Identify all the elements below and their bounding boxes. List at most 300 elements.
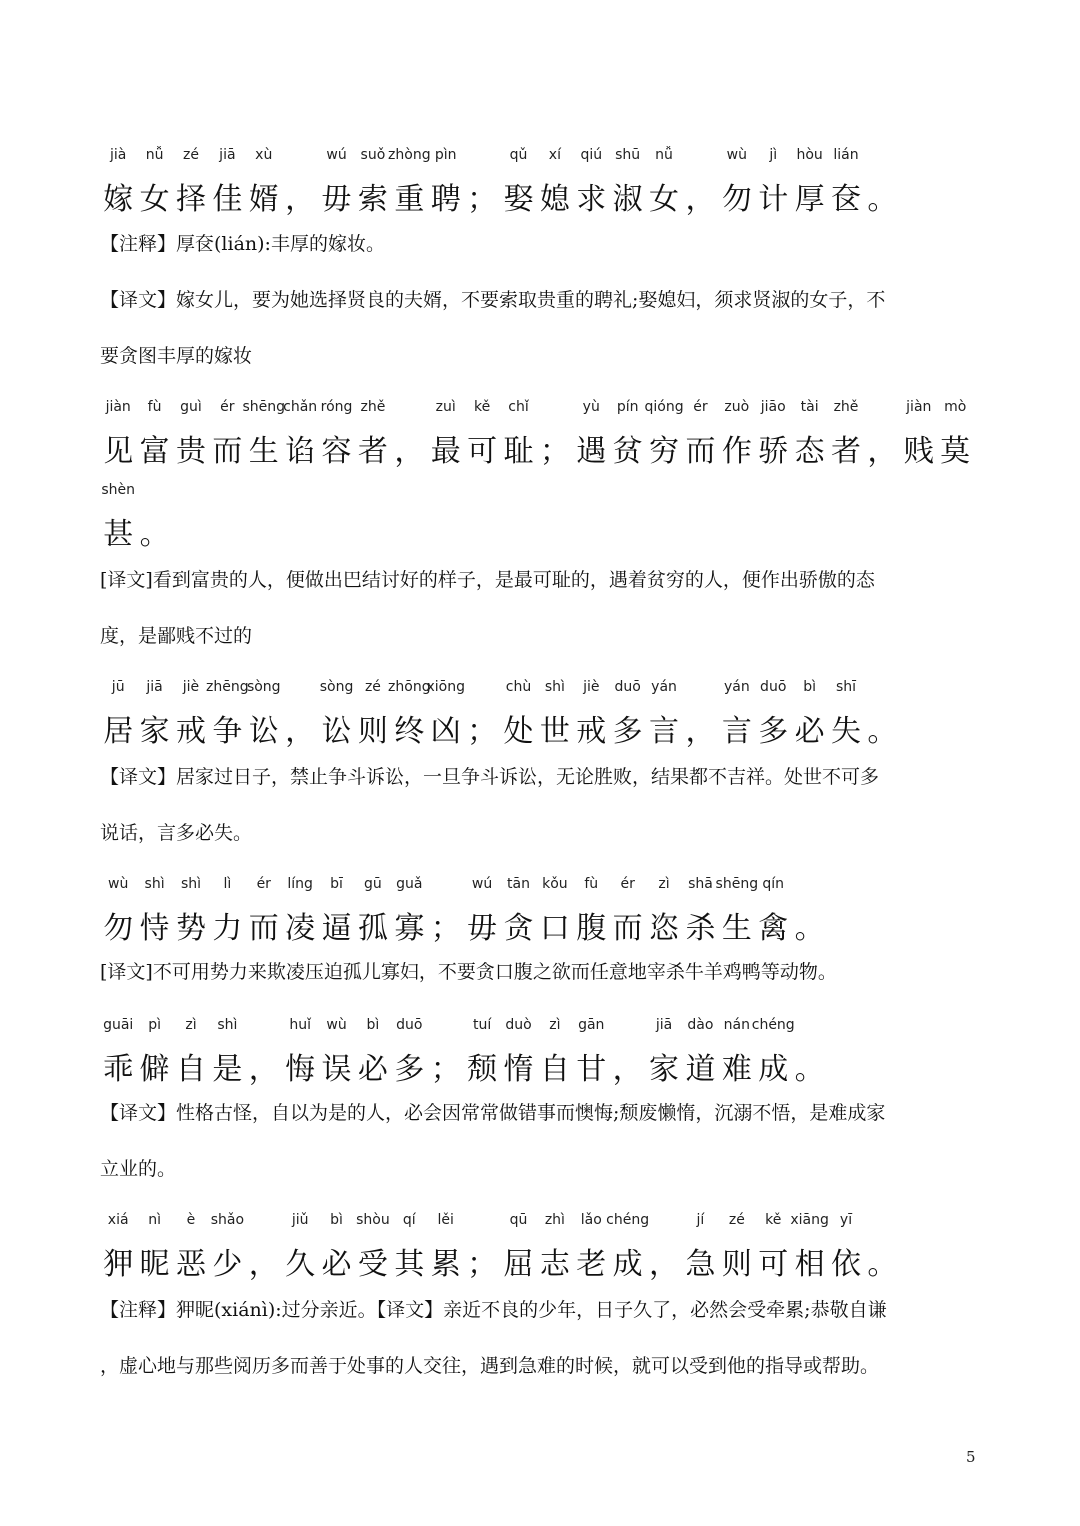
verse-5 bbox=[100, 1016, 990, 1090]
hanzi: 戒 bbox=[576, 714, 607, 749]
hanzi: 容 bbox=[321, 434, 352, 469]
hanzi: 腹 bbox=[576, 911, 607, 946]
hanzi: 累 bbox=[430, 1247, 461, 1282]
pinyin: è bbox=[186, 1212, 196, 1228]
hanzi-cell bbox=[791, 678, 827, 752]
hanzi: 是 bbox=[212, 1052, 243, 1087]
hanzi: 屈 bbox=[503, 1247, 534, 1282]
hanzi: 毋 bbox=[321, 182, 352, 217]
hanzi-cell bbox=[719, 398, 755, 472]
hanzi: 争 bbox=[212, 714, 243, 749]
pinyin: chǐ bbox=[508, 399, 529, 415]
hanzi-cell bbox=[282, 875, 318, 949]
hanzi-cell bbox=[682, 1211, 718, 1285]
translation-1b: 要贪图丰厚的嫁妆 bbox=[100, 345, 253, 367]
hanzi: 言 bbox=[721, 714, 752, 749]
pinyin: zhōng bbox=[388, 679, 431, 695]
pinyin: pín bbox=[616, 399, 639, 415]
hanzi-cell bbox=[646, 678, 682, 752]
pinyin: ér bbox=[693, 399, 708, 415]
pinyin: shì bbox=[544, 679, 565, 695]
hanzi: 受 bbox=[357, 1247, 388, 1282]
pinyin: tuí bbox=[472, 1017, 492, 1033]
verse-4 bbox=[100, 875, 990, 949]
pinyin: kǒu bbox=[542, 876, 568, 892]
hanzi: 逼 bbox=[321, 911, 352, 946]
hanzi: 讼 bbox=[321, 714, 352, 749]
hanzi-cell bbox=[209, 1016, 245, 1090]
pinyin: kě bbox=[473, 399, 491, 415]
hanzi-cell bbox=[573, 1211, 609, 1285]
pinyin: bì bbox=[803, 679, 816, 695]
pinyin: qióng bbox=[644, 399, 684, 415]
pinyin: qū bbox=[509, 1212, 528, 1228]
hanzi-cell bbox=[173, 146, 209, 220]
pinyin: tài bbox=[800, 399, 819, 415]
pinyin: jì bbox=[769, 147, 778, 163]
hanzi: 女 bbox=[139, 182, 170, 217]
pinyin: guǎ bbox=[396, 876, 423, 892]
hanzi: 处 bbox=[503, 714, 534, 749]
hanzi-cell bbox=[646, 146, 682, 220]
hanzi: 而 bbox=[248, 911, 279, 946]
pinyin: xiāng bbox=[790, 1212, 829, 1228]
hanzi: 少 bbox=[212, 1247, 243, 1282]
pinyin: yán bbox=[723, 679, 750, 695]
punctuation: ， bbox=[248, 1247, 279, 1282]
hanzi: 见 bbox=[103, 434, 134, 469]
hanzi: 勿 bbox=[721, 182, 752, 217]
punctuation: ； bbox=[430, 911, 461, 946]
hanzi-cell bbox=[318, 875, 354, 949]
hanzi-cell bbox=[828, 678, 864, 752]
punctuation: ； bbox=[539, 434, 570, 469]
punctuation-cell bbox=[791, 875, 827, 949]
hanzi-cell bbox=[246, 875, 282, 949]
translation-4: [译文]不可用势力来欺凌压迫孤儿寡妇，不要贪口腹之欲而任意地宰杀牛羊鸡鸭等动物。 bbox=[100, 961, 837, 983]
punctuation-cell bbox=[464, 146, 500, 220]
punctuation-cell bbox=[428, 875, 464, 949]
pinyin: zuì bbox=[435, 399, 456, 415]
hanzi-cell bbox=[828, 1211, 864, 1285]
punctuation: ， bbox=[394, 434, 425, 469]
pinyin: jiàn bbox=[105, 399, 131, 415]
hanzi: 生 bbox=[721, 911, 752, 946]
hanzi-cell bbox=[751, 1016, 795, 1090]
hanzi-cell bbox=[537, 1016, 573, 1090]
hanzi: 乖 bbox=[103, 1052, 134, 1087]
pinyin: jiàn bbox=[906, 399, 932, 415]
hanzi: 甚 bbox=[103, 517, 134, 552]
hanzi: 老 bbox=[576, 1247, 607, 1282]
pinyin: ér bbox=[220, 399, 235, 415]
hanzi-cell bbox=[173, 875, 209, 949]
hanzi-cell bbox=[209, 875, 245, 949]
hanzi-cell bbox=[246, 146, 282, 220]
pinyin: zhēng bbox=[206, 679, 249, 695]
pinyin: zuò bbox=[724, 399, 750, 415]
hanzi-cell bbox=[136, 678, 172, 752]
hanzi: 势 bbox=[175, 911, 206, 946]
hanzi-cell bbox=[428, 146, 464, 220]
hanzi: 僻 bbox=[139, 1052, 170, 1087]
hanzi-cell bbox=[318, 678, 354, 752]
hanzi: 者 bbox=[357, 434, 388, 469]
pinyin: róng bbox=[320, 399, 353, 415]
pinyin: nán bbox=[723, 1017, 750, 1033]
punctuation-cell bbox=[864, 1211, 900, 1285]
pinyin: chéng bbox=[606, 1212, 650, 1228]
punctuation: ， bbox=[867, 434, 898, 469]
pinyin: dào bbox=[687, 1017, 714, 1033]
pinyin: duō bbox=[614, 679, 641, 695]
pinyin: shēng bbox=[715, 876, 759, 892]
hanzi: 家 bbox=[139, 714, 170, 749]
hanzi-cell bbox=[428, 1211, 464, 1285]
hanzi-cell bbox=[173, 678, 209, 752]
hanzi: 而 bbox=[685, 434, 716, 469]
pinyin: zì bbox=[549, 1017, 561, 1033]
hanzi-cell bbox=[100, 146, 136, 220]
hanzi: 志 bbox=[539, 1247, 570, 1282]
hanzi: 寡 bbox=[394, 911, 425, 946]
hanzi-cell bbox=[537, 1211, 573, 1285]
hanzi-cell bbox=[609, 146, 645, 220]
punctuation-cell bbox=[136, 481, 172, 555]
pinyin: kě bbox=[765, 1212, 782, 1228]
hanzi-cell bbox=[646, 1016, 682, 1090]
pinyin: chù bbox=[505, 679, 532, 695]
hanzi: 奁 bbox=[831, 182, 861, 217]
hanzi-cell bbox=[391, 1016, 427, 1090]
hanzi-cell bbox=[209, 398, 245, 472]
hanzi: 婿 bbox=[248, 182, 279, 217]
punctuation-cell bbox=[864, 398, 900, 472]
pinyin: qǔ bbox=[509, 147, 528, 163]
hanzi-cell bbox=[606, 1211, 650, 1285]
pinyin: zì bbox=[185, 1017, 197, 1033]
pinyin: jiā bbox=[219, 147, 236, 163]
pinyin: shì bbox=[144, 876, 165, 892]
hanzi: 聘 bbox=[430, 182, 461, 217]
hanzi: 嫁 bbox=[103, 182, 134, 217]
translation-2a: [译文]看到富贵的人，便做出巴结讨好的样子，是最可耻的，遇着贫穷的人，便作出骄傲的态 bbox=[100, 569, 875, 591]
hanzi-cell bbox=[719, 678, 755, 752]
hanzi-cell bbox=[355, 146, 391, 220]
hanzi-cell bbox=[500, 1016, 536, 1090]
hanzi: 勿 bbox=[103, 911, 134, 946]
hanzi-cell bbox=[609, 398, 645, 472]
pinyin: yán bbox=[651, 679, 677, 695]
hanzi-cell bbox=[609, 678, 645, 752]
punctuation: ， bbox=[285, 714, 316, 749]
translation-6b: ，虚心地与那些阅历多而善于处事的人交往，遇到急难的时候，就可以受到他的指导或帮助。 bbox=[100, 1355, 880, 1377]
hanzi: 孤 bbox=[357, 911, 388, 946]
hanzi-cell bbox=[136, 1211, 172, 1285]
pinyin: qí bbox=[402, 1212, 416, 1228]
translation-6a: 【注释】狎昵(xiánì):过分亲近。【译文】亲近不良的少年，日子久了，必然会受牵累;恭敬自谦 bbox=[100, 1299, 887, 1321]
hanzi-cell bbox=[136, 1016, 172, 1090]
pinyin: duò bbox=[505, 1017, 532, 1033]
translation-3b: 说话，言多必失。 bbox=[100, 822, 253, 844]
hanzi-cell bbox=[100, 1016, 136, 1090]
hanzi: 成 bbox=[758, 1052, 789, 1087]
pinyin: lì bbox=[223, 876, 232, 892]
hanzi: 自 bbox=[539, 1052, 570, 1087]
hanzi: 贵 bbox=[175, 434, 206, 469]
hanzi-cell bbox=[500, 398, 536, 472]
page-number: 5 bbox=[966, 1448, 976, 1466]
hanzi: 力 bbox=[212, 911, 243, 946]
hanzi-cell bbox=[719, 1016, 755, 1090]
pinyin: wù bbox=[108, 876, 129, 892]
hanzi: 多 bbox=[394, 1052, 425, 1087]
hanzi-cell bbox=[500, 875, 536, 949]
hanzi: 索 bbox=[357, 182, 388, 217]
hanzi-cell bbox=[209, 146, 245, 220]
hanzi-cell bbox=[500, 678, 536, 752]
pinyin: xiá bbox=[107, 1212, 129, 1228]
punctuation: ； bbox=[467, 182, 498, 217]
hanzi: 其 bbox=[394, 1247, 425, 1282]
hanzi: 世 bbox=[539, 714, 570, 749]
hanzi: 耻 bbox=[503, 434, 534, 469]
hanzi: 而 bbox=[612, 911, 643, 946]
pinyin: nǚ bbox=[655, 147, 673, 163]
translation-5b: 立业的。 bbox=[100, 1158, 177, 1180]
hanzi: 恃 bbox=[139, 911, 170, 946]
pinyin: qín bbox=[762, 876, 785, 892]
verse-3 bbox=[100, 678, 990, 752]
punctuation: 。 bbox=[794, 1052, 825, 1087]
hanzi-cell bbox=[464, 875, 500, 949]
pinyin: zé bbox=[364, 679, 381, 695]
hanzi: 颓 bbox=[467, 1052, 498, 1087]
hanzi-cell bbox=[500, 1211, 536, 1285]
hanzi: 言 bbox=[649, 714, 680, 749]
hanzi: 媳 bbox=[539, 182, 570, 217]
hanzi: 昵 bbox=[139, 1247, 170, 1282]
hanzi-cell bbox=[318, 398, 354, 472]
hanzi-cell bbox=[282, 1016, 318, 1090]
hanzi: 家 bbox=[649, 1052, 680, 1087]
pinyin: zì bbox=[658, 876, 670, 892]
hanzi: 可 bbox=[758, 1247, 789, 1282]
pinyin: nǚ bbox=[145, 147, 164, 163]
hanzi: 终 bbox=[394, 714, 425, 749]
punctuation-cell bbox=[609, 1016, 645, 1090]
hanzi-cell bbox=[173, 1211, 209, 1285]
hanzi: 贪 bbox=[503, 911, 534, 946]
punctuation: ； bbox=[467, 1247, 498, 1282]
pinyin: gū bbox=[364, 876, 382, 892]
pinyin: ér bbox=[620, 876, 635, 892]
punctuation-cell bbox=[391, 398, 427, 472]
pinyin: wù bbox=[326, 1017, 347, 1033]
pinyin: shǎo bbox=[210, 1212, 245, 1228]
pinyin: jiè bbox=[182, 679, 200, 695]
pinyin: pìn bbox=[434, 147, 457, 163]
pinyin: shī bbox=[835, 679, 857, 695]
verse-1 bbox=[100, 146, 990, 220]
hanzi-cell bbox=[391, 875, 427, 949]
hanzi: 狎 bbox=[103, 1247, 134, 1282]
hanzi: 多 bbox=[758, 714, 789, 749]
hanzi: 贫 bbox=[612, 434, 643, 469]
pinyin: lěi bbox=[437, 1212, 454, 1228]
hanzi: 谄 bbox=[285, 434, 316, 469]
hanzi: 最 bbox=[430, 434, 461, 469]
hanzi: 恶 bbox=[175, 1247, 206, 1282]
hanzi-cell bbox=[682, 875, 718, 949]
hanzi: 杀 bbox=[685, 911, 716, 946]
pinyin: chéng bbox=[751, 1017, 795, 1033]
verse-2 bbox=[100, 398, 990, 472]
pinyin: zhě bbox=[833, 399, 859, 415]
punctuation-cell bbox=[464, 678, 500, 752]
hanzi-cell bbox=[206, 678, 249, 752]
hanzi: 必 bbox=[794, 714, 825, 749]
hanzi: 多 bbox=[612, 714, 643, 749]
hanzi-cell bbox=[573, 678, 609, 752]
punctuation-cell bbox=[537, 398, 573, 472]
hanzi: 淑 bbox=[612, 182, 643, 217]
punctuation-cell bbox=[791, 1016, 827, 1090]
hanzi: 居 bbox=[103, 714, 134, 749]
hanzi: 贱 bbox=[903, 434, 934, 469]
hanzi: 讼 bbox=[248, 714, 279, 749]
pinyin: ér bbox=[256, 876, 271, 892]
hanzi: 禽 bbox=[758, 911, 789, 946]
hanzi-cell bbox=[391, 1211, 427, 1285]
hanzi-cell bbox=[828, 146, 864, 220]
pinyin: zé bbox=[182, 147, 199, 163]
hanzi-cell bbox=[646, 875, 682, 949]
hanzi: 戒 bbox=[175, 714, 206, 749]
pinyin: shēng bbox=[242, 399, 286, 415]
pinyin: jí bbox=[696, 1212, 705, 1228]
hanzi-cell bbox=[100, 398, 136, 472]
hanzi-cell bbox=[318, 146, 354, 220]
pinyin: shì bbox=[217, 1017, 238, 1033]
hanzi-cell bbox=[318, 1211, 354, 1285]
hanzi-cell bbox=[173, 1016, 209, 1090]
hanzi-cell bbox=[573, 146, 609, 220]
hanzi: 毋 bbox=[467, 911, 498, 946]
hanzi-cell bbox=[464, 1016, 500, 1090]
hanzi: 遇 bbox=[576, 434, 607, 469]
hanzi-cell bbox=[537, 146, 573, 220]
pinyin: chǎn bbox=[283, 399, 318, 415]
hanzi-cell bbox=[828, 398, 864, 472]
pinyin: wú bbox=[471, 876, 493, 892]
hanzi: 者 bbox=[831, 434, 861, 469]
hanzi-cell bbox=[791, 146, 827, 220]
pinyin: zhì bbox=[544, 1212, 565, 1228]
pinyin: gān bbox=[578, 1017, 605, 1033]
hanzi: 可 bbox=[467, 434, 498, 469]
hanzi: 富 bbox=[139, 434, 170, 469]
hanzi-cell bbox=[755, 146, 791, 220]
pinyin: shèn bbox=[101, 482, 136, 498]
pinyin: hòu bbox=[796, 147, 823, 163]
hanzi-cell bbox=[937, 398, 973, 472]
punctuation-cell bbox=[682, 678, 718, 752]
hanzi: 作 bbox=[721, 434, 752, 469]
punctuation-cell bbox=[282, 678, 318, 752]
pinyin: bī bbox=[330, 876, 343, 892]
punctuation: ， bbox=[649, 1247, 680, 1282]
pinyin: yī bbox=[839, 1212, 853, 1228]
pinyin: shā bbox=[688, 876, 713, 892]
hanzi-cell bbox=[755, 1211, 791, 1285]
pinyin: huǐ bbox=[289, 1017, 311, 1033]
hanzi-cell bbox=[682, 398, 718, 472]
hanzi: 相 bbox=[794, 1247, 825, 1282]
pinyin: suǒ bbox=[360, 147, 386, 163]
hanzi: 惰 bbox=[503, 1052, 534, 1087]
hanzi-cell bbox=[173, 398, 209, 472]
punctuation-cell bbox=[646, 1211, 682, 1285]
translation-1a: 【译文】嫁女儿，要为她选择贤良的夫婿，不要索取贵重的聘礼;娶媳妇，须求贤淑的女子，不 bbox=[100, 289, 886, 311]
pinyin: nì bbox=[148, 1212, 161, 1228]
hanzi-cell bbox=[100, 481, 136, 555]
hanzi-cell bbox=[318, 1016, 354, 1090]
hanzi: 悔 bbox=[285, 1052, 316, 1087]
punctuation: ； bbox=[430, 1052, 461, 1087]
hanzi: 误 bbox=[321, 1052, 352, 1087]
punctuation-cell bbox=[282, 146, 318, 220]
hanzi-cell bbox=[355, 398, 391, 472]
pinyin: mò bbox=[944, 399, 967, 415]
hanzi-cell bbox=[355, 678, 391, 752]
hanzi: 凶 bbox=[430, 714, 461, 749]
hanzi: 求 bbox=[576, 182, 607, 217]
punctuation-cell bbox=[464, 1211, 500, 1285]
hanzi: 厚 bbox=[794, 182, 825, 217]
note-1: 【注释】厚奁(lián):丰厚的嫁妆。 bbox=[100, 233, 385, 255]
hanzi-cell bbox=[246, 678, 282, 752]
hanzi-cell bbox=[282, 1211, 318, 1285]
punctuation: ， bbox=[285, 182, 316, 217]
hanzi: 而 bbox=[212, 434, 243, 469]
pinyin: bì bbox=[330, 1212, 343, 1228]
pinyin: wù bbox=[726, 147, 747, 163]
hanzi: 道 bbox=[685, 1052, 716, 1087]
hanzi: 恣 bbox=[649, 911, 680, 946]
pinyin: sòng bbox=[246, 679, 281, 695]
pinyin: shòu bbox=[356, 1212, 390, 1228]
pinyin: jiā bbox=[146, 679, 163, 695]
hanzi-cell bbox=[100, 678, 136, 752]
punctuation: 。 bbox=[794, 911, 825, 946]
pinyin: fù bbox=[584, 876, 599, 892]
pinyin: líng bbox=[287, 876, 313, 892]
hanzi-cell bbox=[719, 1211, 755, 1285]
pinyin: guāi bbox=[103, 1017, 134, 1033]
hanzi-cell bbox=[901, 398, 937, 472]
hanzi-cell bbox=[428, 678, 464, 752]
pinyin: jū bbox=[111, 679, 125, 695]
hanzi-cell bbox=[646, 398, 682, 472]
hanzi: 必 bbox=[321, 1247, 352, 1282]
translation-5a: 【译文】性格古怪，自以为是的人，必会因常常做错事而懊悔;颓废懒惰，沉溺不悟，是难成家 bbox=[100, 1102, 886, 1124]
hanzi: 成 bbox=[612, 1247, 643, 1282]
hanzi: 则 bbox=[357, 714, 388, 749]
hanzi-cell bbox=[388, 678, 431, 752]
hanzi-cell bbox=[715, 875, 759, 949]
pinyin: jià bbox=[110, 147, 127, 163]
